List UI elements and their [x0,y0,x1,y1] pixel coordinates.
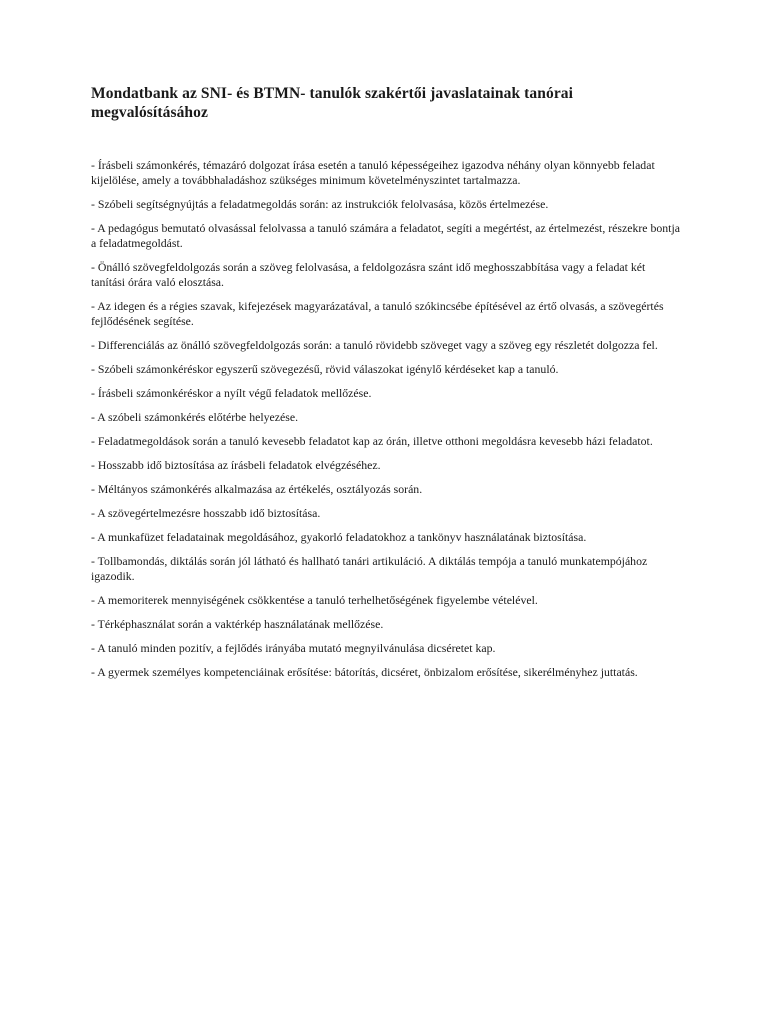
list-item: - Szóbeli számonkéréskor egyszerű szövegezésű, rövid válaszokat igénylő kérdéseket kap a tanuló. [91,362,559,376]
document-page [91,84,681,689]
list-item: - Térképhasználat során a vaktérkép használatának mellőzése. [91,617,384,631]
list-item: - Tollbamondás, diktálás során jól látható és hallható tanári artikuláció. A diktálás tempója a tanuló munkatempójához igazodik. [91,554,648,583]
list-item: - A tanuló minden pozitív, a fejlődés irányába mutató megnyilvánulása dicséretet kap. [91,641,496,655]
list-item: - A gyermek személyes kompetenciáinak erősítése: bátorítás, dicséret, önbizalom erősítése, sikerélményhez juttatás. [91,665,638,679]
list-item: - Hosszabb idő biztosítása az írásbeli feladatok elvégzéséhez. [91,458,381,472]
list-item: - Differenciálás az önálló szövegfeldolgozás során: a tanuló rövidebb szöveget vagy a szöveg egy részletét dolgozza fel. [91,338,658,352]
list-item: - Az idegen és a régies szavak, kifejezések magyarázatával, a tanuló szókincsébe építésével az értő olvasás, a szövegértés fejlődésének segítése. [91,299,664,328]
list-item: - Írásbeli számonkérés, témazáró dolgozat írása esetén a tanuló képességeihez igazodva néhány olyan könnyebb feladat kijelölése, amely a továbbhaladáshoz szükséges minimum követelményszintet tartalmazza. [91,158,655,187]
list-item: - A munkafüzet feladatainak megoldásához, gyakorló feladatokhoz a tankönyv használatának biztosítása. [91,530,587,544]
list-item: - Írásbeli számonkéréskor a nyílt végű feladatok mellőzése. [91,386,372,400]
list-item: - A szövegértelmezésre hosszabb idő biztosítása. [91,506,321,520]
list-item: - Önálló szövegfeldolgozás során a szöveg felolvasása, a feldolgozásra szánt idő meghosszabbítása vagy a feladat két tanítási órára való elosztása. [91,260,646,289]
sentence-list [91,158,681,680]
list-item: - Feladatmegoldások során a tanuló kevesebb feladatot kap az órán, illetve otthoni megoldásra kevesebb házi feladatot. [91,434,653,448]
list-item: - Méltányos számonkérés alkalmazása az értékelés, osztályozás során. [91,482,423,496]
list-item: - A pedagógus bemutató olvasással felolvassa a tanuló számára a feladatot, segíti a megértést, az értelmezést, részekre bontja a feladatmegoldást. [91,221,680,250]
document-title: Mondatbank az SNI- és BTMN- tanulók szakértői javaslatainak tanórai megvalósításához [91,85,574,121]
list-item: - A szóbeli számonkérés előtérbe helyezése. [91,410,299,424]
list-item: - Szóbeli segítségnyújtás a feladatmegoldás során: az instrukciók felolvasása, közös értelmezése. [91,197,549,211]
list-item: - A memoriterek mennyiségének csökkentése a tanuló terhelhetőségének figyelembe vételével. [91,593,538,607]
